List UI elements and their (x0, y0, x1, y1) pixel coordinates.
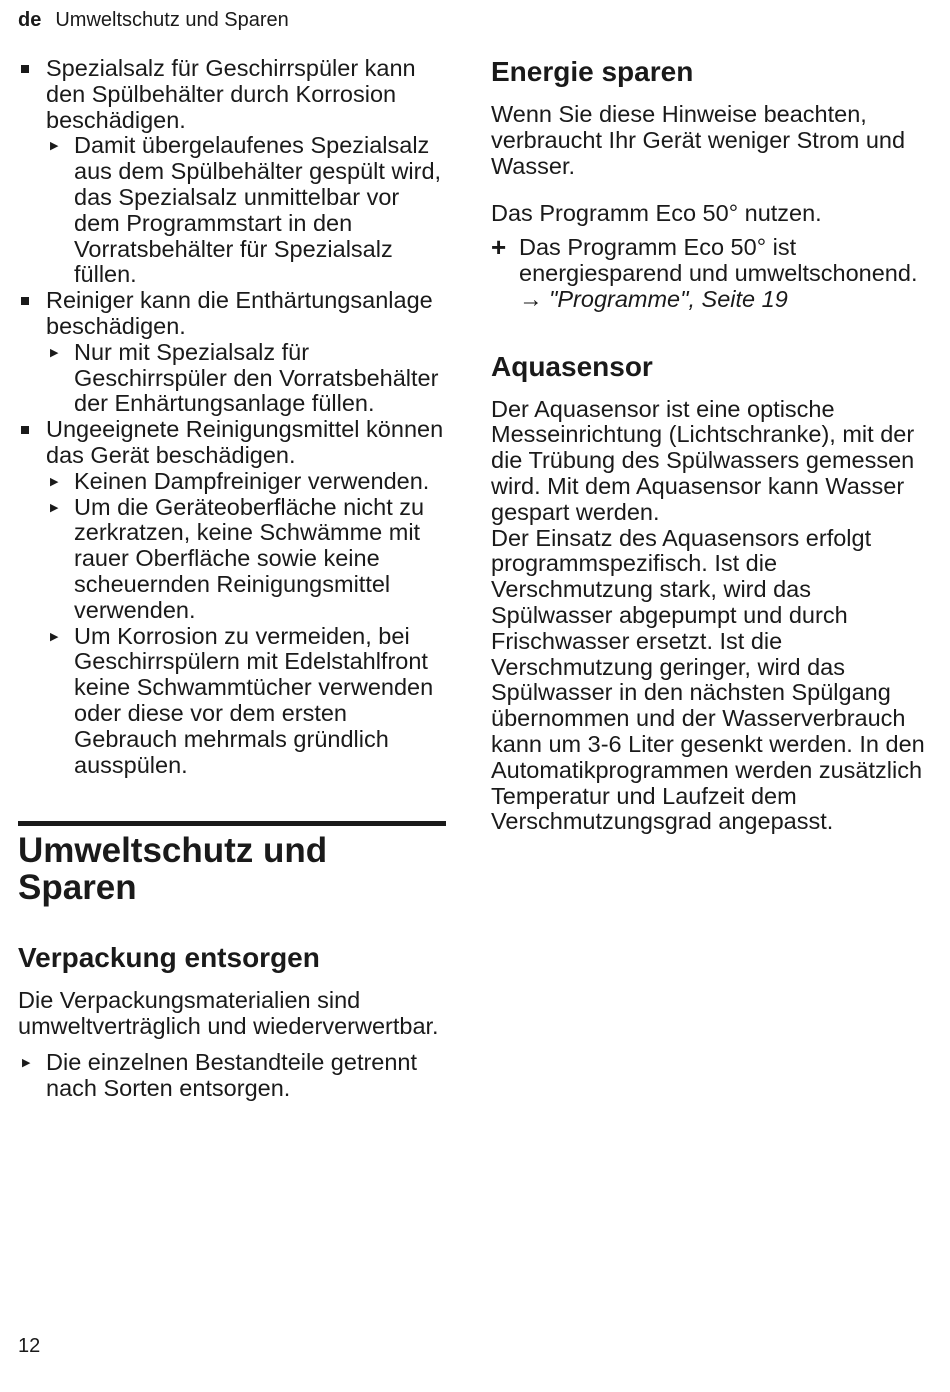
plus-icon: + (491, 232, 507, 263)
page-number: 12 (18, 1335, 41, 1357)
triangle-bullet-icon: ▶ (50, 501, 59, 514)
energy-heading: Energie sparen (491, 56, 694, 87)
instruction-step (46, 495, 446, 624)
instruction-step (46, 133, 446, 288)
benefit-item (491, 232, 931, 312)
instruction-step (18, 1050, 446, 1102)
packaging-text: Die Verpackungsmaterialien sind umweltverträglich und wiederverwertbar. (18, 987, 439, 1040)
triangle-bullet-icon: ▶ (50, 140, 59, 153)
step-text: Die einzelnen Bestandteile getrennt nach Sorten entsorgen. (46, 1048, 418, 1101)
warning-item (18, 288, 446, 417)
warning-item (18, 56, 446, 288)
warning-text: Spezialsalz für Geschirrspüler kann den Spülbehälter durch Korrosion beschädigen. (46, 55, 416, 133)
aquasensor-heading: Aquasensor (491, 350, 653, 382)
arrow-right-icon: → (519, 285, 543, 312)
chapter-title: Umweltschutz und Sparen (18, 831, 328, 908)
chapter-rule (18, 821, 446, 826)
energy-tip: Das Programm Eco 50° nutzen. (491, 200, 822, 227)
triangle-bullet-icon: ▶ (22, 1056, 31, 1069)
benefit-text: Das Programm Eco 50° ist energiesparend und umweltschonend. (519, 234, 918, 286)
instruction-step (46, 340, 446, 417)
warning-text: Ungeeignete Reinigungsmittel können das Gerät beschädigen. (46, 416, 444, 468)
header-section-title: Umweltschutz und Sparen (55, 9, 289, 31)
packaging-heading: Verpackung entsorgen (18, 942, 320, 974)
warning-text: Reiniger kann die Enthärtungsanlage beschädigen. (46, 287, 433, 339)
square-bullet-icon (21, 297, 29, 305)
step-text: Um die Geräteoberfläche nicht zu zerkratzen, keine Schwämme mit rauer Oberfläche sowie keine scheuernden Reinigungsmittel verwenden. (74, 493, 425, 623)
aquasensor-paragraph-2: Der Einsatz des Aquasensors erfolgt programmspezifisch. Ist die Verschmutzung stark, wird das Spülwasser abgepumpt und durch Frischwasser ersetzt. Ist die Verschmutzung geringer, wird das Spülwasser in den nächsten Spülgang übernommen und der Wasserverbrauch kann um 3-6 Liter gesenkt werden. In den Automatikprogrammen werden zusätzlich Temperatur und Laufzeit dem Verschmutzungsgrad angepasst. (491, 524, 925, 835)
triangle-bullet-icon: ▶ (50, 346, 59, 359)
triangle-bullet-icon: ▶ (50, 630, 59, 643)
square-bullet-icon (21, 65, 29, 73)
square-bullet-icon (21, 426, 29, 434)
step-text: Nur mit Spezialsalz für Geschirrspüler den Vorratsbehälter der Enhärtungsanlage füllen. (74, 338, 439, 417)
triangle-bullet-icon: ▶ (50, 475, 59, 488)
right-column (491, 56, 931, 835)
aquasensor-paragraph-1: Der Aquasensor ist eine optische Messeinrichtung (Lichtschranke), mit der die Trübung des Spülwassers gemessen wird. Mit dem Aquasensor kann Wasser gespart werden. (491, 395, 915, 525)
instruction-step (46, 624, 446, 779)
running-header (18, 8, 289, 32)
step-text: Keinen Dampfreiniger verwenden. (74, 467, 430, 494)
instruction-step (46, 469, 446, 495)
step-text: Damit übergelaufenes Spezialsalz aus dem Spülbehälter gespült wird, das Spezialsalz unmittelbar vor dem Programmstart in den Vorratsbehälter für Spezialsalz füllen. (74, 132, 442, 288)
cross-reference[interactable] (519, 287, 931, 313)
energy-intro: Wenn Sie diese Hinweise beachten, verbraucht Ihr Gerät weniger Strom und Wasser. (491, 101, 906, 179)
language-code: de (18, 9, 42, 31)
warning-item (18, 417, 446, 778)
step-text: Um Korrosion zu vermeiden, bei Geschirrspülern mit Edelstahlfront keine Schwammtücher verwenden oder diese vor dem ersten Gebrauch mehrmals gründlich ausspülen. (74, 622, 434, 778)
cross-reference-link[interactable]: "Programme", Seite 19 (549, 285, 788, 312)
left-column (18, 56, 446, 1102)
